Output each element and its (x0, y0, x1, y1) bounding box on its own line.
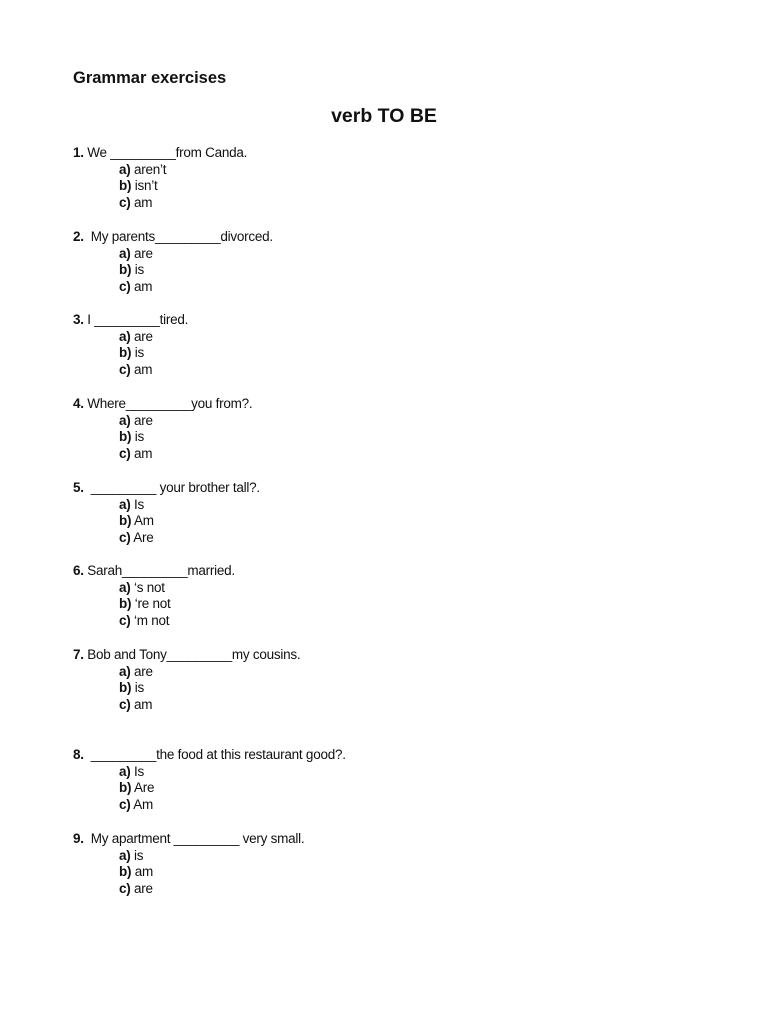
answer-option[interactable] (73, 780, 346, 797)
answer-option[interactable] (73, 413, 252, 430)
question-number: 8. (73, 747, 84, 762)
option-text: Am (131, 513, 154, 529)
option-text: are (130, 881, 153, 897)
option-text: aren’t (130, 161, 167, 177)
answer-option[interactable] (73, 680, 300, 697)
question-number: 9. (73, 831, 84, 846)
answer-option[interactable] (73, 596, 235, 613)
question-text: We _________from Canda. (83, 145, 248, 160)
option-letter: a) (119, 663, 131, 679)
answer-option[interactable] (73, 429, 252, 446)
answer-option[interactable] (73, 530, 260, 547)
answer-option[interactable] (73, 446, 252, 463)
question-8 (73, 747, 346, 814)
option-text: is (131, 262, 144, 278)
question-stem (73, 480, 260, 497)
answer-option[interactable] (73, 764, 346, 781)
option-text: ‘m not (130, 613, 170, 629)
answer-option[interactable] (73, 797, 346, 814)
option-text: ‘s not (130, 579, 165, 595)
option-text: am (130, 195, 153, 211)
answer-option[interactable] (73, 262, 273, 279)
option-letter: b) (119, 262, 132, 278)
question-stem (73, 647, 300, 664)
option-letter: a) (119, 328, 131, 344)
question-stem (73, 229, 273, 246)
option-letter: b) (119, 780, 132, 796)
option-letter: b) (119, 864, 132, 880)
option-letter: c) (119, 613, 131, 629)
question-text: Where_________you from?. (83, 396, 253, 411)
question-6 (73, 563, 235, 630)
option-letter: c) (119, 195, 131, 211)
answer-option[interactable] (73, 513, 260, 530)
question-number: 6. (73, 563, 84, 578)
option-text: am (130, 697, 153, 713)
answer-option[interactable] (73, 881, 304, 898)
option-letter: a) (119, 412, 131, 428)
answer-option[interactable] (73, 848, 304, 865)
option-text: are (130, 328, 153, 344)
question-stem (73, 831, 304, 848)
option-text: am (130, 446, 153, 462)
option-text: Am (130, 797, 154, 813)
answer-option[interactable] (73, 664, 300, 681)
option-letter: c) (119, 881, 131, 897)
option-letter: a) (119, 161, 131, 177)
option-text: is (130, 847, 144, 863)
option-letter: c) (119, 797, 131, 813)
question-5 (73, 480, 260, 547)
question-3 (73, 312, 188, 379)
worksheet-heading: Grammar exercises (73, 69, 227, 87)
question-text: _________ your brother tall?. (83, 480, 260, 495)
option-letter: b) (119, 680, 132, 696)
option-text: ‘re not (131, 596, 171, 612)
option-text: Are (131, 780, 155, 796)
answer-option[interactable] (73, 279, 273, 296)
answer-option[interactable] (73, 497, 260, 514)
option-letter: a) (119, 496, 131, 512)
question-9 (73, 831, 304, 898)
question-text: My apartment _________ very small. (83, 831, 305, 846)
option-letter: b) (119, 596, 132, 612)
question-number: 4. (73, 396, 84, 411)
option-text: are (130, 412, 153, 428)
option-text: am (130, 362, 153, 378)
answer-option[interactable] (73, 613, 235, 630)
option-letter: c) (119, 697, 131, 713)
option-letter: a) (119, 579, 131, 595)
question-text: I _________tired. (83, 312, 189, 327)
option-letter: b) (119, 178, 132, 194)
option-text: isn’t (131, 178, 158, 194)
option-text: am (131, 864, 154, 880)
option-text: are (130, 245, 153, 261)
option-letter: b) (119, 513, 132, 529)
answer-option[interactable] (73, 329, 188, 346)
question-2 (73, 229, 273, 296)
option-text: Are (130, 530, 154, 546)
option-text: is (131, 429, 144, 445)
option-letter: c) (119, 279, 131, 295)
question-1 (73, 145, 247, 212)
option-letter: c) (119, 530, 131, 546)
question-stem (73, 563, 235, 580)
option-letter: a) (119, 847, 131, 863)
question-number: 5. (73, 480, 84, 495)
question-text: _________the food at this restaurant good?. (83, 747, 346, 762)
question-stem (73, 312, 188, 329)
question-stem (73, 145, 247, 162)
option-text: are (130, 663, 153, 679)
question-number: 3. (73, 312, 84, 327)
answer-option[interactable] (73, 345, 188, 362)
question-4 (73, 396, 252, 463)
option-text: is (131, 680, 144, 696)
option-letter: b) (119, 345, 132, 361)
option-text: is (131, 345, 144, 361)
question-text: Sarah_________married. (83, 563, 235, 578)
answer-option[interactable] (73, 195, 247, 212)
worksheet-title-text: verb TO BE (331, 105, 437, 127)
answer-option[interactable] (73, 580, 235, 597)
answer-option[interactable] (73, 697, 300, 714)
option-letter: a) (119, 763, 131, 779)
answer-option[interactable] (73, 362, 188, 379)
option-text: Is (130, 496, 145, 512)
answer-option[interactable] (73, 864, 304, 881)
answer-option[interactable] (73, 178, 247, 195)
question-stem (73, 396, 252, 413)
option-letter: a) (119, 245, 131, 261)
option-letter: b) (119, 429, 132, 445)
question-stem (73, 747, 346, 764)
question-number: 1. (73, 145, 84, 160)
option-letter: c) (119, 362, 131, 378)
answer-option[interactable] (73, 246, 273, 263)
question-7 (73, 647, 300, 714)
question-number: 7. (73, 647, 84, 662)
worksheet-title (0, 104, 768, 128)
answer-option[interactable] (73, 162, 247, 179)
question-text: Bob and Tony_________my cousins. (83, 647, 301, 662)
option-text: am (130, 279, 153, 295)
option-letter: c) (119, 446, 131, 462)
option-text: Is (130, 763, 145, 779)
question-text: My parents_________divorced. (83, 229, 273, 244)
question-number: 2. (73, 229, 84, 244)
